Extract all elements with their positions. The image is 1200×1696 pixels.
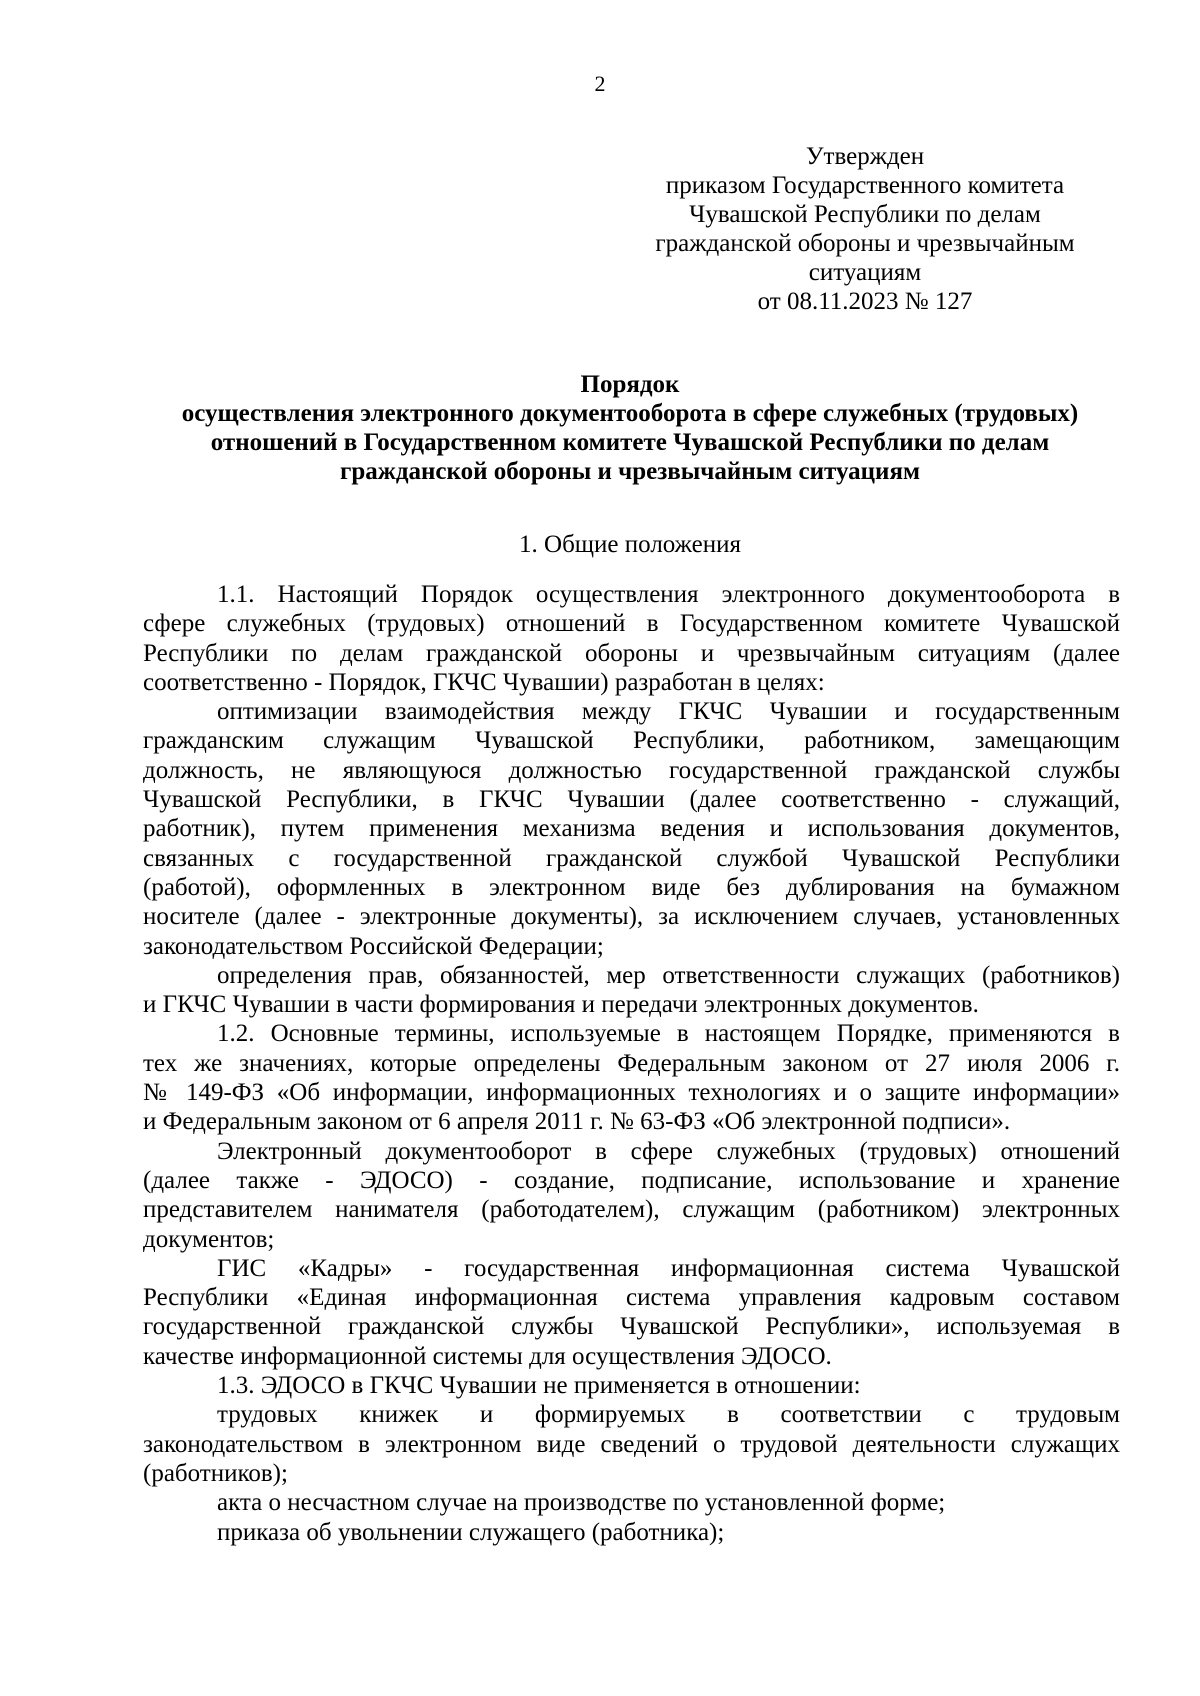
title-line: гражданской обороны и чрезвычайным ситуациям: [339, 458, 921, 485]
body-line: Электронный документооборот в сфере служебных (трудовых) отношений: [217, 1137, 1120, 1165]
title-line: Порядок: [580, 371, 680, 398]
title-line: осуществления электронного документооборота в сфере служебных (трудовых): [181, 400, 1079, 427]
body-line: 1.3. ЭДОСО в ГКЧС Чувашии не применяется в отношении:: [217, 1372, 861, 1400]
body-line: Республики «Единая информационная система управления кадровым составом: [143, 1284, 1120, 1312]
body-line: законодательством в электронном виде сведений о трудовой деятельности служащих: [143, 1430, 1120, 1458]
approval-stamp-block: [640, 142, 1090, 316]
body-line: 1.2. Основные термины, используемые в настоящем Порядке, применяются в: [217, 1020, 1120, 1048]
body-line: трудовых книжек и формируемых в соответствии с трудовым: [217, 1401, 1120, 1429]
body-line: (далее также - ЭДОСО) - создание, подписание, использование и хранение: [143, 1166, 1120, 1194]
title-line: отношений в Государственном комитете Чувашской Республики по делам: [210, 429, 1050, 456]
body-line: должность, не являющуюся должностью государственной гражданской службы: [143, 756, 1120, 784]
body-line: оптимизации взаимодействия между ГКЧС Чувашии и государственным: [217, 698, 1120, 726]
document-body: [143, 580, 1120, 1547]
approval-line: гражданской обороны и чрезвычайным: [655, 230, 1075, 257]
body-line: ГИС «Кадры» - государственная информационная система Чувашской: [217, 1254, 1120, 1282]
body-line: работник), путем применения механизма ведения и использования документов,: [143, 815, 1120, 843]
body-line: связанных с государственной гражданской службой Чувашской Республики: [143, 844, 1120, 872]
approval-line: приказом Государственного комитета: [665, 172, 1065, 199]
body-line: сфере служебных (трудовых) отношений в Государственном комитете Чувашской: [143, 610, 1120, 638]
body-line: и Федеральным законом от 6 апреля 2011 г. № 63-ФЗ «Об электронной подписи».: [143, 1108, 1011, 1136]
body-line: законодательством Российской Федерации;: [143, 932, 604, 960]
body-line: (работой), оформленных в электронном виде без дублирования на бумажном: [143, 873, 1120, 901]
body-line: тех же значениях, которые определены Федеральным законом от 27 июля 2006 г.: [143, 1049, 1120, 1077]
approval-line: от 08.11.2023 № 127: [757, 288, 973, 315]
document-title: [140, 370, 1120, 486]
body-line: (работников);: [143, 1459, 288, 1487]
body-line: № 149-ФЗ «Об информации, информационных технологиях и о защите информации»: [143, 1079, 1120, 1107]
page-number: 2: [594, 71, 606, 96]
body-line: приказа об увольнении служащего (работника);: [217, 1518, 725, 1546]
approval-line: Чувашской Республики по делам: [689, 201, 1041, 228]
body-line: качестве информационной системы для осуществления ЭДОСО.: [143, 1342, 832, 1370]
body-line: и ГКЧС Чувашии в части формирования и передачи электронных документов.: [143, 991, 979, 1019]
body-line: Республики по делам гражданской обороны и чрезвычайным ситуациям (далее: [143, 639, 1120, 667]
section-heading: 1. Общие положения: [519, 531, 741, 558]
body-line: представителем нанимателя (работодателем), служащим (работником) электронных: [143, 1196, 1120, 1224]
approval-line: ситуациям: [808, 259, 922, 286]
body-line: гражданским служащим Чувашской Республики, работником, замещающим: [143, 727, 1120, 755]
body-line: 1.1. Настоящий Порядок осуществления электронного документооборота в: [217, 581, 1120, 608]
body-line: документов;: [143, 1225, 275, 1253]
body-line: Чувашской Республики, в ГКЧС Чувашии (далее соответственно - служащий,: [143, 786, 1120, 814]
body-line: государственной гражданской службы Чувашской Республики», используемая в: [143, 1313, 1120, 1341]
body-line: носителе (далее - электронные документы), за исключением случаев, установленных: [143, 903, 1120, 931]
body-line: соответственно - Порядок, ГКЧС Чувашии) разработан в целях:: [143, 668, 825, 696]
approval-line: Утвержден: [805, 143, 925, 170]
body-line: определения прав, обязанностей, мер ответственности служащих (работников): [217, 961, 1120, 989]
body-line: акта о несчастном случае на производстве по установленной форме;: [217, 1489, 946, 1517]
